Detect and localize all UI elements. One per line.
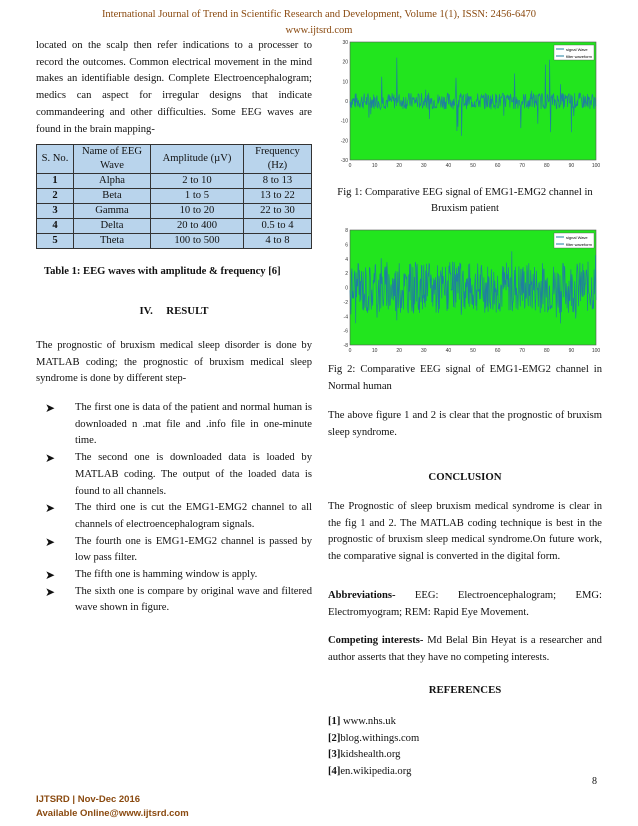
table-cell: 1 to 5 [151, 189, 244, 204]
y-tick-label: 20 [342, 59, 348, 66]
x-tick-label: 90 [568, 163, 575, 169]
references-list [328, 714, 419, 780]
table-row [37, 189, 312, 204]
y-tick-label: 0 [345, 285, 348, 292]
table-cell: 10 to 20 [151, 204, 244, 219]
arrow-bullet-icon: ➤ [45, 401, 56, 415]
table-cell: 13 to 22 [244, 189, 312, 204]
observation-paragraph: The above figure 1 and 2 is clear that the prognostic of bruxism sleep syndrome. [328, 410, 602, 438]
page-number: 8 [592, 776, 597, 787]
table-row [37, 234, 312, 249]
x-tick-label: 50 [470, 163, 476, 169]
step-text: The first one is data of the patient and normal human is downloaded n .mat file and .info file in one-minute time. [75, 402, 312, 447]
reference-link[interactable]: blog.withings.com [340, 732, 420, 744]
x-tick-label: 10 [371, 348, 378, 354]
table-cell: Alpha [74, 174, 151, 189]
table-cell: 4 [37, 219, 74, 234]
abbreviations-label: Abbreviations- [328, 590, 396, 601]
y-tick-label: 8 [345, 228, 348, 234]
y-tick-label: -6 [343, 328, 348, 335]
table-header-row [37, 145, 312, 174]
eeg-waves-table [36, 144, 312, 249]
y-tick-label: -8 [343, 343, 348, 349]
step-text: The sixth one is compare by original wave and filtered wave shown in figure. [75, 585, 312, 614]
y-tick-label: 4 [345, 256, 348, 263]
list-item [328, 714, 419, 731]
x-tick-label: 40 [445, 348, 452, 354]
x-tick-label: 70 [519, 348, 525, 354]
x-tick-label: 100 [591, 163, 600, 169]
x-tick-label: 90 [568, 348, 575, 354]
competing-interests-label: Competing interests- [328, 635, 424, 646]
table-row [37, 219, 312, 234]
table-caption: Table 1: EEG waves with amplitude & frequency [6] [44, 266, 281, 277]
list-item [328, 764, 419, 781]
reference-link[interactable]: en.wikipedia.org [340, 765, 412, 777]
list-item [36, 500, 312, 533]
result-heading: IV. RESULT [139, 305, 209, 317]
conclusion-heading: CONCLUSION [428, 471, 502, 483]
legend [554, 45, 594, 60]
legend-entry: filter waveform [566, 242, 593, 247]
y-tick-label: -20 [340, 138, 348, 145]
steps-list [36, 400, 312, 617]
table-header-cell: Frequency (Hz) [244, 145, 312, 174]
fig1-caption: Fig 1: Comparative EEG signal of EMG1-EMG2 channel in Bruxism patient [337, 187, 593, 214]
reference-number: [4] [328, 765, 341, 777]
x-tick-label: 50 [470, 348, 476, 354]
intro-paragraph: located on the scalp then refer indications to a processer to record the outcomes. Common electrical movement in the mind makes an identifiable design. Complete Electroencephalogram; medics can aspect for irregular designs that indicate commandeering and other difficulties. Some EEG waves are found in the brain mapping- [36, 40, 312, 135]
list-item [328, 747, 419, 764]
abbreviations-text: EEG: Electroencephalogram; EMG: Electromyogram; REM: Rapid Eye Movement. [328, 590, 602, 618]
references-heading: REFERENCES [428, 684, 502, 696]
table-cell: 8 to 13 [244, 174, 312, 189]
x-tick-label: 100 [591, 348, 600, 354]
x-axis-ticks [349, 348, 600, 354]
table-cell: 100 to 500 [151, 234, 244, 249]
arrow-bullet-icon: ➤ [45, 534, 56, 549]
fig2-eeg-plot [328, 226, 600, 359]
y-tick-label: -30 [340, 158, 348, 164]
y-axis-ticks [341, 40, 348, 164]
x-tick-label: 80 [544, 348, 550, 354]
step-text: The third one is cut the EMG1-EMG2 channel to all channels of electroencephalogram signals. [75, 502, 312, 530]
table-row [37, 174, 312, 189]
table-cell: 2 [37, 189, 74, 204]
footer-issue: IJTSRD | Nov-Dec 2016 [36, 794, 141, 805]
reference-link[interactable]: kidshealth.org [340, 749, 401, 760]
list-item [36, 400, 312, 450]
legend-entry: signal Wave [566, 47, 588, 52]
list-item [36, 450, 312, 500]
table-cell: 20 to 400 [151, 219, 244, 234]
table-cell: 2 to 10 [151, 174, 244, 189]
reference-number: [3] [328, 749, 341, 760]
fig2-caption: Fig 2: Comparative EEG signal of EMG1-EMG2 channel in Normal human [328, 364, 602, 392]
table-header-cell: Amplitude (µV) [151, 145, 244, 174]
legend-entry: filter waveform [566, 54, 593, 59]
table-cell: 4 to 8 [244, 234, 312, 249]
step-text: The fourth one is EMG1-EMG2 channel is passed by low pass filter. [75, 535, 312, 564]
arrow-bullet-icon: ➤ [45, 501, 56, 516]
table-cell: Theta [74, 234, 151, 249]
table-cell: Delta [74, 219, 151, 234]
x-tick-label: 10 [371, 163, 378, 169]
table-cell: Beta [74, 189, 151, 204]
x-tick-label: 80 [544, 163, 550, 169]
fig1-eeg-plot [328, 38, 600, 176]
step-text: The fifth one is hamming window is apply. [75, 569, 258, 581]
y-tick-label: 30 [342, 40, 348, 46]
table-header-cell: S. No. [37, 145, 74, 174]
y-tick-label: 6 [345, 242, 348, 249]
x-tick-label: 30 [421, 348, 427, 354]
y-tick-label: -4 [343, 314, 348, 321]
y-tick-label: 10 [342, 79, 348, 86]
x-tick-label: 60 [494, 163, 501, 169]
table-header-cell: Name of EEG Wave [74, 145, 151, 174]
step-text: The second one is downloaded data is loaded by MATLAB coding. The output of the loaded data is found to all channels. [75, 452, 312, 497]
journal-header: International Journal of Trend in Scientific Research and Development, Volume 1(1), ISSN: 2456-6470 [101, 9, 537, 20]
y-tick-label: -10 [340, 118, 348, 125]
y-tick-label: 0 [345, 99, 348, 105]
x-tick-label: 0 [348, 348, 352, 354]
x-tick-label: 30 [421, 163, 427, 169]
list-item [328, 731, 419, 748]
y-tick-label: -2 [343, 299, 348, 306]
y-axis-ticks [344, 228, 349, 349]
result-intro: The prognostic of bruxism medical sleep disorder is done by MATLAB coding; the prognostic of bruxism medical sleep syndrome is done by different step- [36, 340, 312, 385]
x-tick-label: 20 [396, 163, 402, 169]
x-axis-ticks [349, 163, 600, 169]
competing-interests-paragraph [328, 633, 602, 666]
y-tick-label: 2 [345, 271, 348, 278]
table-row [37, 204, 312, 219]
list-item [36, 534, 312, 567]
reference-link[interactable]: www.nhs.uk [340, 716, 396, 727]
x-tick-label: 20 [396, 348, 402, 354]
journal-url[interactable]: www.ijtsrd.com [285, 25, 353, 36]
reference-number: [1] [328, 716, 341, 727]
reference-number: [2] [328, 732, 341, 744]
list-item [36, 567, 312, 584]
x-tick-label: 0 [348, 163, 352, 169]
table-cell: Gamma [74, 204, 151, 219]
table-cell: 5 [37, 234, 74, 249]
table-cell: 1 [37, 174, 74, 189]
arrow-bullet-icon: ➤ [45, 451, 56, 466]
x-tick-label: 40 [445, 163, 452, 169]
table-cell: 0.5 to 4 [244, 219, 312, 234]
table-cell: 3 [37, 204, 74, 219]
arrow-bullet-icon: ➤ [45, 584, 56, 599]
list-item [36, 584, 312, 617]
conclusion-paragraph: The Prognostic of sleep bruxism medical syndrome is clear in the fig 1 and 2. The MATLAB coding technique is best in the prognostic of bruxism sleep medical syndrome.On future work, the comparative signal is converted in the digital form. [328, 501, 602, 563]
x-tick-label: 60 [494, 348, 501, 354]
arrow-bullet-icon: ➤ [45, 568, 56, 583]
table-cell: 22 to 30 [244, 204, 312, 219]
competing-interests-text: Md Belal Bin Heyat is a researcher and author asserts that they have no competing interests. [328, 635, 602, 663]
legend-entry: signal Wave [566, 235, 588, 240]
x-tick-label: 70 [519, 163, 525, 169]
abbreviations-paragraph [328, 588, 602, 621]
footer-available[interactable]: Available Online@www.ijtsrd.com [36, 808, 189, 819]
legend [554, 233, 594, 248]
